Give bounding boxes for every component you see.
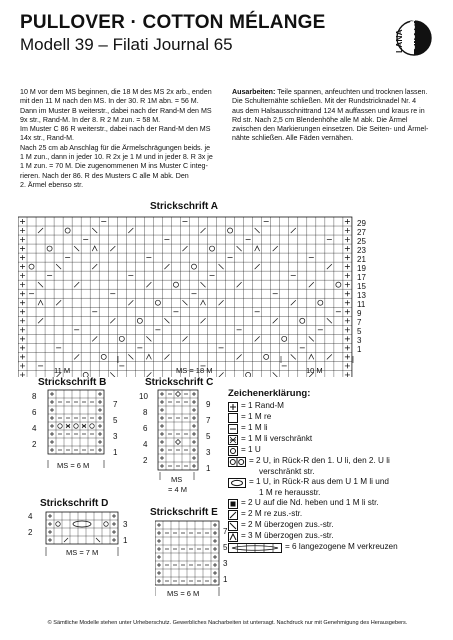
- row-number: 25: [357, 237, 366, 246]
- row-number: 3: [123, 520, 128, 529]
- legend-item: = 1 M li verschränkt: [228, 434, 443, 445]
- legend-item: = 2 M re zus.-str.: [228, 509, 443, 520]
- row-number: 1: [113, 448, 118, 457]
- row-number: 17: [357, 273, 366, 282]
- text-line: 14x str., Rand-M.: [20, 134, 75, 143]
- row-number: 19: [357, 264, 366, 273]
- text-line: nähte schließen. Alle Fäden vernähen.: [232, 134, 354, 143]
- svg-text:LANA: LANA: [394, 29, 404, 53]
- row-number: 3: [206, 448, 211, 457]
- text-line: Dann im Muster B weiterstr., dabei nach der Rand-M den MS: [20, 106, 212, 115]
- li-m-icon: [228, 424, 238, 434]
- chart-e-title: Strickschrift E: [150, 507, 218, 518]
- li-verschraenkt-icon: [228, 435, 238, 445]
- row-number: 7: [113, 400, 118, 409]
- row-number: 6: [32, 408, 37, 417]
- legend-item: = 1 U, in Rück-R aus dem U 1 M li und 1 M re herausstr.: [228, 477, 443, 498]
- text-line: 9x str., Rand-M. In der 8. R 2 M zun. = 58 M.: [20, 115, 161, 124]
- chart-label: 11 M: [54, 366, 71, 375]
- sk3-icon: [228, 532, 238, 542]
- text-line: Teile spannen, anfeuchten und trocknen lassen.: [275, 88, 428, 96]
- double-u-icon: [228, 457, 246, 467]
- chart-a-grid: [18, 215, 368, 377]
- chart-label: MS = 18 M: [176, 366, 213, 375]
- chart-label: MS = 6 M: [167, 589, 200, 598]
- legend-item: = 2 M überzogen zus.-str.: [228, 520, 443, 531]
- row-number: 3: [113, 432, 118, 441]
- text-line: 1 M zun., dann in jeder 10. R 2x je 1 M und in jeder 8. R 3x je: [20, 153, 213, 162]
- u-icon: [228, 446, 238, 456]
- k2tog-icon: [228, 510, 238, 520]
- chart-b-grid: [30, 388, 130, 474]
- lana-grossa-logo: [388, 16, 432, 60]
- row-number: 5: [206, 432, 211, 441]
- row-number: 5: [357, 327, 362, 336]
- legend-item: = 1 Rand-M: [228, 401, 443, 412]
- text-line: zwischen den Markierungen einsetzen. Die Seiten- und Ärmel-: [232, 125, 429, 134]
- row-number: 1: [357, 345, 362, 354]
- row-number: 2: [143, 456, 148, 465]
- row-number: 2: [28, 528, 33, 537]
- row-number: 29: [357, 219, 366, 228]
- text-line: 10 M vor dem MS beginnen, die 18 M des MS 2x arb., enden: [20, 88, 212, 96]
- ssk-icon: [228, 521, 238, 531]
- row-number: 4: [28, 512, 33, 521]
- text-line: Nach 25 cm ab Anschlag für die Ärmelschrägungen beids. je: [20, 143, 211, 152]
- legend-item: = 6 langezogene M verkreuzen: [228, 542, 443, 553]
- row-number: 11: [357, 300, 366, 309]
- page-subtitle: Modell 39 – Filati Journal 65: [20, 35, 233, 54]
- chart-c-title: Strickschrift C: [145, 377, 214, 388]
- row-number: 23: [357, 246, 366, 255]
- chart-d-grid: [28, 510, 138, 562]
- re-m-icon: [228, 413, 238, 423]
- row-number: 4: [143, 440, 148, 449]
- chart-label: MS: [171, 475, 183, 484]
- chart-label: MS = 7 M: [66, 548, 99, 557]
- row-number: 5: [113, 416, 118, 425]
- text-line: rieren. Nach der 86. R des Musters C alle M abk. Den: [20, 171, 189, 180]
- row-number: 7: [223, 527, 228, 536]
- row-number: 8: [143, 408, 148, 417]
- row-number: 21: [357, 255, 366, 264]
- row-number: 7: [357, 318, 362, 327]
- row-number: 5: [223, 543, 228, 552]
- row-number: 3: [223, 559, 228, 568]
- row-number: 1: [123, 536, 128, 545]
- section-heading: Ausarbeiten:: [232, 88, 276, 96]
- legend-item: = 1 U: [228, 445, 443, 456]
- text-line: Rd str. Nach 2,5 cm Blendenhöhe alle M abk. Die Ärmel: [232, 115, 408, 124]
- box-u-icon: [228, 499, 238, 509]
- text-line: aus dem Halsausschnittrand 124 M auffassen und kraus re in: [232, 106, 425, 115]
- chart-a-title: Strickschrift A: [150, 201, 218, 212]
- rand-m-icon: [228, 402, 238, 412]
- chart-label: MS = 6 M: [57, 461, 90, 470]
- page-title: PULLOVER · COTTON MÉLANGE: [20, 12, 326, 33]
- row-number: 10: [139, 392, 148, 401]
- legend-title: Zeichenerklärung:: [228, 388, 311, 399]
- row-number: 3: [357, 336, 362, 345]
- chart-d-title: Strickschrift D: [40, 498, 109, 509]
- text-line: Im Muster C 86 R weiterstr., dabei nach der Rand-M den MS: [20, 125, 211, 134]
- legend-item: = 3 M überzogen zus.-str.: [228, 531, 443, 542]
- cable-icon: [228, 543, 282, 553]
- svg-text:GROSSA: GROSSA: [410, 19, 417, 50]
- row-number: 4: [32, 424, 37, 433]
- text-line: Die Schulternähte schließen. Mit der Rundstricknadel Nr. 4: [232, 97, 417, 106]
- row-number: 13: [357, 291, 366, 300]
- legend-item: = 1 M li: [228, 423, 443, 434]
- row-number: 9: [357, 309, 362, 318]
- row-number: 6: [143, 424, 148, 433]
- text-line: 2. Ärmel ebenso str.: [20, 180, 84, 189]
- legend: [228, 388, 443, 553]
- row-number: 27: [357, 228, 366, 237]
- row-number: 1: [223, 575, 228, 584]
- instructions-left: [20, 88, 226, 190]
- legend-item: = 2 U, in Rück-R den 1. U li, den 2. U li verschränkt str.: [228, 456, 443, 477]
- row-number: 8: [32, 392, 37, 401]
- chart-label: = 4 M: [168, 485, 187, 494]
- legend-item: = 2 U auf die Nd. heben und 1 M li str.: [228, 498, 443, 509]
- instructions-right: [232, 88, 438, 144]
- row-number: 15: [357, 282, 366, 291]
- row-number: 1: [206, 464, 211, 473]
- legend-item: = 1 M re: [228, 412, 443, 423]
- chart-b-title: Strickschrift B: [38, 377, 107, 388]
- oval-icon: [228, 478, 246, 488]
- chart-c-grid: [138, 388, 228, 498]
- text-line: mit den 11 M nach den MS. In der 30. R 1M abn. = 56 M.: [20, 97, 199, 106]
- text-line: 1 M zun. = 70 M. Die zugenommenen M ins Muster C integ-: [20, 162, 208, 171]
- row-number: 2: [32, 440, 37, 449]
- copyright-footer: © Sämtliche Modelle stehen unter Urheberschutz. Gewerbliches Nacharbeiten ist untersagt. Nachdruck nur mit Genehmigung des Herausgebers.: [47, 620, 408, 626]
- row-number: 9: [206, 400, 211, 409]
- row-number: 7: [206, 416, 211, 425]
- chart-label: 10 M: [306, 366, 323, 375]
